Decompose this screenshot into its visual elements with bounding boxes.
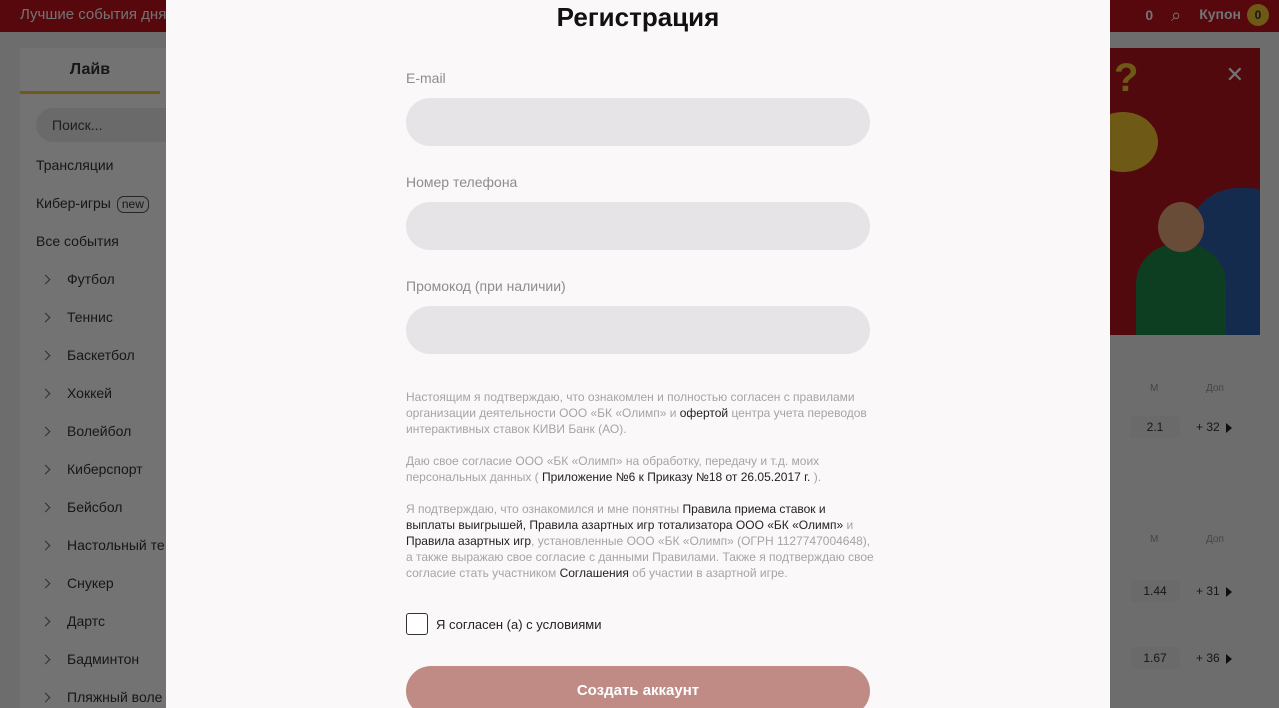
promo-label: Промокод (при наличии): [406, 278, 566, 294]
legal-text: Я подтверждаю, что ознакомился и мне понятны: [406, 502, 683, 516]
agreement-link[interactable]: Соглашения: [559, 566, 629, 580]
agree-row[interactable]: [406, 613, 602, 635]
promo-field[interactable]: [406, 306, 870, 354]
legal-text-confirm: [406, 501, 876, 581]
agree-label: Я согласен (а) с условиями: [436, 616, 602, 632]
totalizator-rules-link[interactable]: Правила азартных игр тотализатора ООО «БК «Олимп»: [529, 518, 844, 532]
gambling-rules-link[interactable]: Правила азартных игр: [406, 534, 532, 548]
phone-field[interactable]: [406, 202, 870, 250]
offer-link[interactable]: офертой: [679, 406, 729, 420]
create-account-button[interactable]: Создать аккаунт: [406, 666, 870, 708]
legal-text-rules: [406, 389, 876, 437]
legal-text: центра учета переводов интерактивных ставок КИВИ Банк (АО).: [406, 406, 867, 436]
registration-modal: [166, 0, 1110, 708]
legal-text: Настоящим я подтверждаю, что ознакомлен и полностью согласен с правилами организации деятельности ООО «БК «Олимп» и: [406, 390, 855, 420]
email-label: E-mail: [406, 70, 446, 86]
phone-label: Номер телефона: [406, 174, 518, 190]
legal-text: Даю свое согласие ООО «БК «Олимп» на обработку, передачу и т.д. моих персональных данных (: [406, 454, 820, 484]
agree-checkbox[interactable]: [406, 613, 428, 635]
legal-text: об участии в азартной игре.: [628, 566, 788, 580]
betting-rules-link[interactable]: Правила приема ставок и выплаты выигрышей: [406, 502, 826, 532]
email-field[interactable]: [406, 98, 870, 146]
legal-separator: ,: [522, 518, 530, 532]
legal-text: , установленные ООО «БК «Олимп» (ОГРН 1127747004648), а также выражаю свое согласие с данными Правилами. Также я подтверждаю свое согласие стать участником: [406, 534, 874, 580]
legal-separator: и: [843, 518, 854, 532]
appendix-link[interactable]: Приложение №6 к Приказу №18 от 26.05.2017 г.: [542, 470, 811, 484]
legal-text-consent: [406, 453, 876, 485]
modal-title: Регистрация: [556, 2, 720, 32]
legal-text: ).: [810, 470, 822, 484]
